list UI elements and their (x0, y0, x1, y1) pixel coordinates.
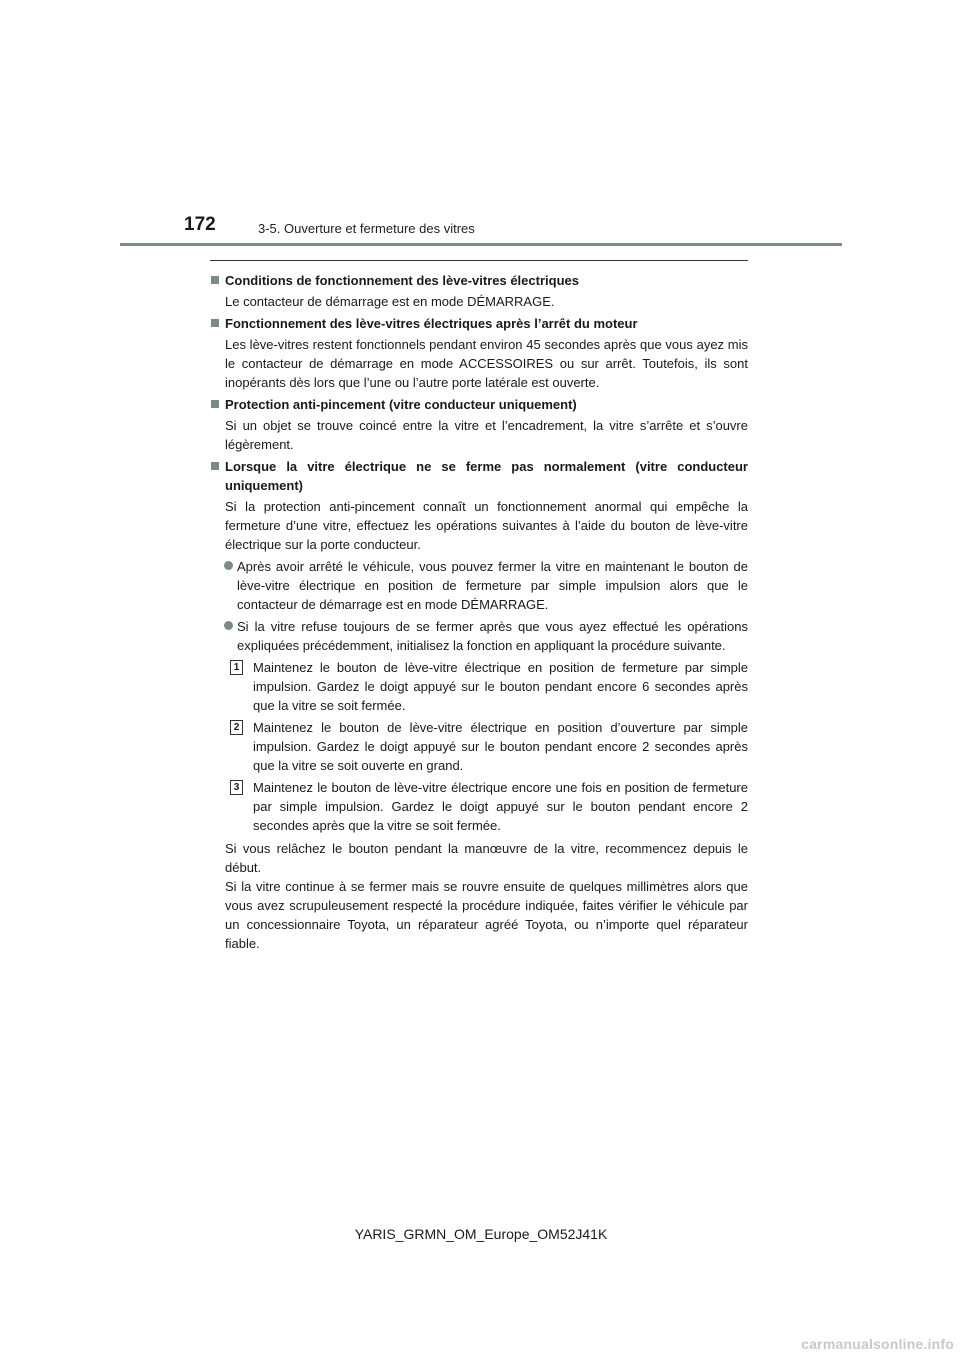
procedure-step (210, 658, 748, 715)
section-body: Si un objet se trouve coincé entre la vitre et l’encadrement, la vitre s’arrête et s’ouvre légèrement. (225, 418, 748, 452)
section-heading (210, 314, 748, 333)
closing-paragraph: Si la vitre continue à se fermer mais se rouvre ensuite de quelques millimètres alors que vous avez scrupuleusement respecté la procédure indiquée, faites vérifier le véhicule par un concessionnaire Toyota, un réparateur agréé Toyota, ou n’importe quel réparateur fiable. (225, 879, 748, 951)
page-content (210, 268, 748, 953)
section-title: Protection anti-pincement (vitre conducteur uniquement) (225, 397, 577, 412)
step-text: Maintenez le bouton de lève-vitre électrique encore une fois en position de fermeture par simple impulsion. Gardez le doigt appuyé sur le bouton pendant encore 2 secondes après que la vitre se soit fermée. (253, 780, 748, 833)
content-top-rule (210, 260, 748, 261)
section-heading (210, 271, 748, 290)
section-title: Conditions de fonctionnement des lève-vitres électriques (225, 273, 579, 288)
closing-paragraph: Si vous relâchez le bouton pendant la manœuvre de la vitre, recommencez depuis le début. (225, 841, 748, 875)
section-heading (210, 457, 748, 495)
circle-bullet-icon (224, 561, 233, 570)
square-bullet-icon (211, 276, 219, 284)
footer-doc-code: YARIS_GRMN_OM_Europe_OM52J41K (354, 1226, 608, 1242)
section-heading (210, 395, 748, 414)
step-text: Maintenez le bouton de lève-vitre électrique en position d’ouverture par simple impulsion. Gardez le doigt appuyé sur le bouton pendant encore 2 secondes après que la vitre se soit ouverte en grand. (253, 720, 748, 773)
section-title: Fonctionnement des lève-vitres électriques après l’arrêt du moteur (225, 316, 638, 331)
square-bullet-icon (211, 319, 219, 327)
square-bullet-icon (211, 400, 219, 408)
watermark-text: carmanualsonline.info (801, 1336, 954, 1352)
list-item (210, 557, 748, 614)
circle-bullet-icon (224, 621, 233, 630)
step-number-badge: 1 (230, 660, 243, 675)
section-title: Lorsque la vitre électrique ne se ferme pas normalement (vitre conducteur uniquement) (225, 459, 748, 493)
page-number: 172 (184, 214, 216, 235)
section-body: Les lève-vitres restent fonctionnels pendant environ 45 secondes après que vous ayez mis le contacteur de démarrage en mode ACCESSOIRES ou sur arrêt. Toutefois, ils sont inopérants dès lors que l’une ou l’autre porte latérale est ouverte. (225, 337, 748, 390)
procedure-step (210, 718, 748, 775)
step-number-badge: 2 (230, 720, 243, 735)
section-body: Le contacteur de démarrage est en mode DÉMARRAGE. (225, 294, 555, 309)
bullet-text: Après avoir arrêté le véhicule, vous pouvez fermer la vitre en maintenant le bouton de lève-vitre électrique en position de fermeture par simple impulsion alors que le contacteur de démarrage est en mode DÉMARRAGE. (237, 559, 748, 612)
bullet-text: Si la vitre refuse toujours de se fermer après que vous ayez effectué les opérations expliquées précédemment, initialisez la fonction en appliquant la procédure suivante. (237, 619, 748, 653)
square-bullet-icon (211, 462, 219, 470)
header-section-title: 3-5. Ouverture et fermeture des vitres (258, 221, 475, 236)
procedure-step (210, 778, 748, 835)
step-number-badge: 3 (230, 780, 243, 795)
header-rule (120, 243, 842, 246)
section-body: Si la protection anti-pincement connaît un fonctionnement anormal qui empêche la fermeture d’une vitre, effectuez les opérations suivantes à l’aide du bouton de lève-vitre électrique sur la porte conducteur. (225, 499, 748, 552)
step-text: Maintenez le bouton de lève-vitre électrique en position de fermeture par simple impulsion. Gardez le doigt appuyé sur le bouton pendant encore 6 secondes après que la vitre se soit fermée. (253, 660, 748, 713)
list-item (210, 617, 748, 655)
